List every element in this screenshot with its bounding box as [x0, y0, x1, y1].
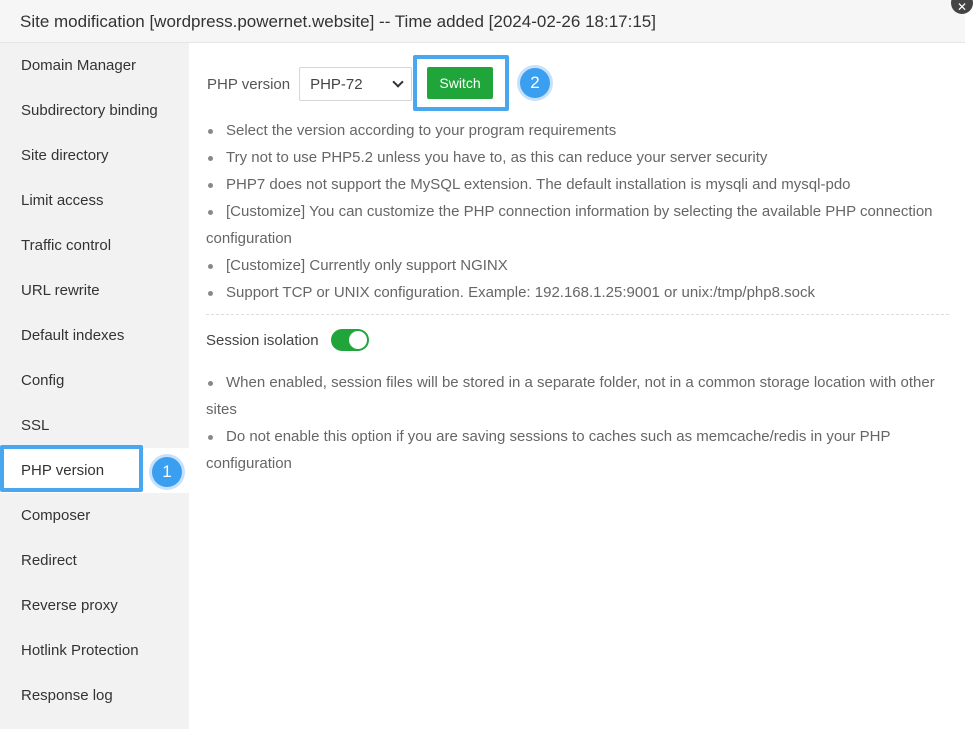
list-item: Try not to use PHP5.2 unless you have to, as this can reduce your server security: [206, 144, 946, 171]
php-version-label: PHP version: [207, 75, 291, 93]
toggle-knob: [349, 331, 367, 349]
php-version-select[interactable]: [299, 67, 412, 101]
bullet-icon: [208, 291, 213, 296]
bullet-icon: [208, 183, 213, 188]
php-version-row: [207, 67, 412, 101]
sidebar-item-composer[interactable]: Composer: [21, 507, 91, 524]
sidebar-item-domain-manager[interactable]: Domain Manager: [21, 57, 137, 74]
sidebar-item-url-rewrite[interactable]: URL rewrite: [21, 282, 100, 299]
list-item: Do not enable this option if you are saving sessions to caches such as memcache/redis in your PHP configuration: [206, 428, 891, 472]
window-titlebar: [0, 0, 965, 43]
bullet-icon: [208, 210, 213, 215]
session-isolation-toggle[interactable]: [331, 329, 369, 351]
sidebar-item-reverse-proxy[interactable]: Reverse proxy: [21, 597, 118, 614]
sidebar: [0, 43, 189, 729]
sidebar-item-hotlink-protection[interactable]: Hotlink Protection: [21, 642, 139, 659]
bullet-icon: [208, 264, 213, 269]
sidebar-item-php-version[interactable]: PHP version: [0, 448, 189, 493]
sidebar-item-response-log[interactable]: Response log: [21, 687, 113, 704]
bullet-icon: [208, 129, 213, 134]
list-item: Support TCP or UNIX configuration. Example: 192.168.1.25:9001 or unix:/tmp/php8.sock: [206, 279, 946, 306]
sidebar-item-ssl[interactable]: SSL: [21, 417, 50, 434]
highlight-box-switch: [413, 55, 509, 111]
list-item: When enabled, session files will be stored in a separate folder, not in a common storage location with other sites: [206, 374, 935, 418]
sidebar-item-default-indexes[interactable]: Default indexes: [21, 327, 125, 344]
list-item: Select the version according to your program requirements: [206, 117, 946, 144]
session-notes-list: [206, 369, 946, 477]
sidebar-item-redirect[interactable]: Redirect: [21, 552, 77, 569]
sidebar-item-config[interactable]: Config: [21, 372, 65, 389]
list-item: [Customize] You can customize the PHP connection information by selecting the available PHP connection configuration: [206, 203, 933, 247]
session-isolation-label: Session isolation: [206, 331, 319, 349]
close-icon[interactable]: ✕: [951, 0, 973, 14]
window-title: Site modification [wordpress.powernet.website] -- Time added [2024-02-26 18:17:15]: [20, 12, 656, 31]
php-notes-list: [206, 117, 946, 306]
chevron-down-icon: [392, 76, 403, 87]
sidebar-item-subdirectory-binding[interactable]: Subdirectory binding: [21, 102, 158, 119]
main-panel: [189, 43, 965, 729]
step-badge-1: 1: [152, 457, 182, 487]
bullet-icon: [208, 435, 213, 440]
php-version-selected: PHP-72: [310, 75, 363, 93]
divider: [206, 314, 949, 315]
list-item: PHP7 does not support the MySQL extension. The default installation is mysqli and mysql-pdo: [206, 171, 946, 198]
list-item: [Customize] Currently only support NGINX: [206, 252, 946, 279]
session-isolation-row: [206, 328, 369, 352]
sidebar-item-traffic-control[interactable]: Traffic control: [21, 237, 112, 254]
switch-button[interactable]: Switch: [427, 67, 493, 99]
step-badge-2: 2: [520, 68, 550, 98]
sidebar-item-limit-access[interactable]: Limit access: [21, 192, 104, 209]
sidebar-item-site-directory[interactable]: Site directory: [21, 147, 109, 164]
bullet-icon: [208, 381, 213, 386]
bullet-icon: [208, 156, 213, 161]
